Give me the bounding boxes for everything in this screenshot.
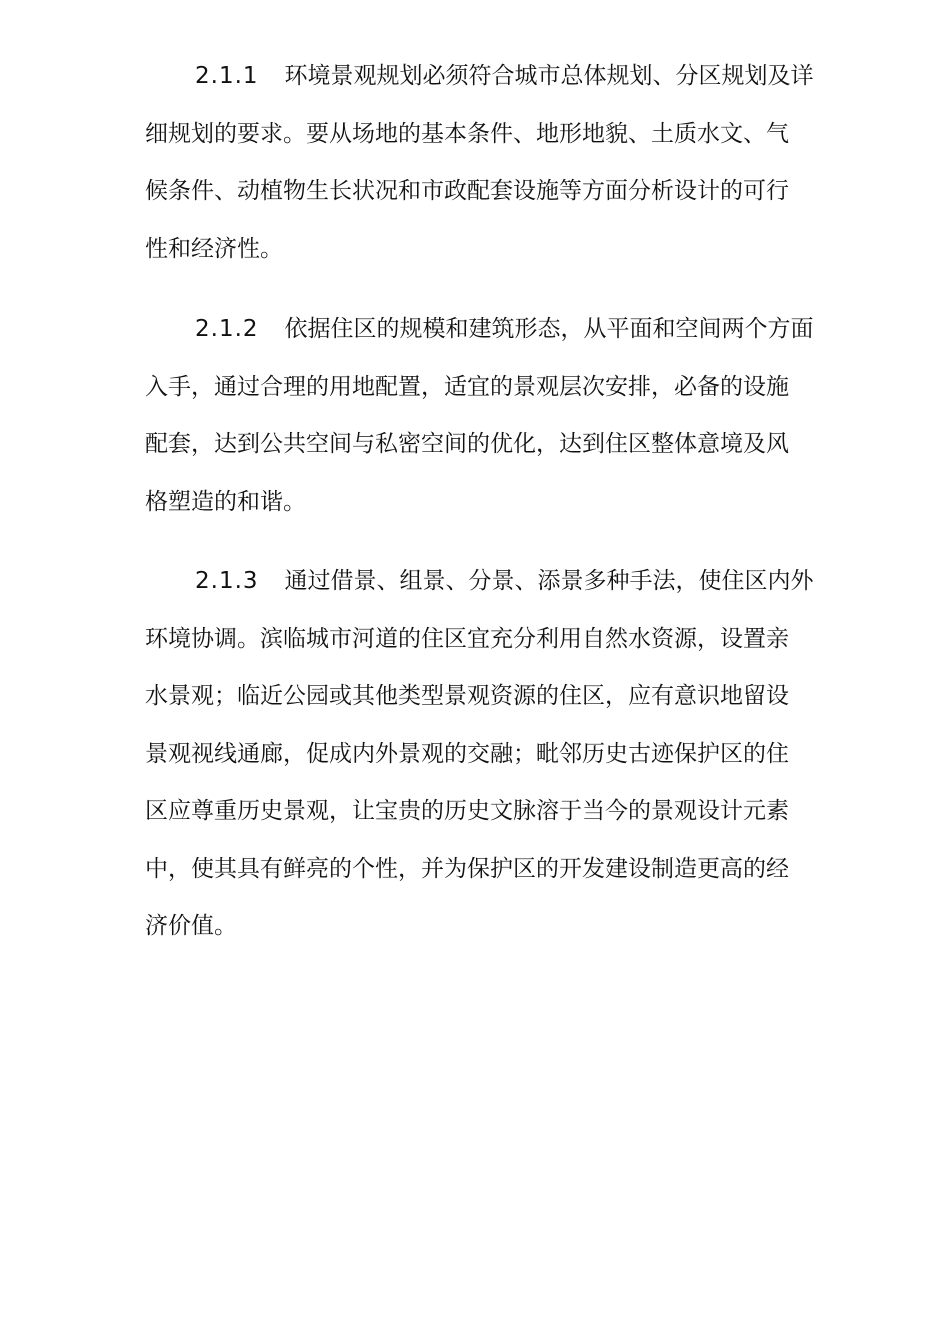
section-2-1-2 <box>145 301 875 531</box>
paragraph-line: 配套，达到公共空间与私密空间的优化，达到住区整体意境及风 <box>145 431 789 457</box>
paragraph-line: 入手，通过合理的用地配置，适宜的景观层次安排，必备的设施 <box>145 373 789 400</box>
paragraph-line: 性和经济性。 <box>145 235 283 262</box>
paragraph-line: 水景观；临近公园或其他类型景观资源的住区，应有意识地留设 <box>145 683 789 709</box>
paragraph-line <box>145 553 875 611</box>
section-number: 2.1.2 <box>195 316 259 342</box>
paragraph-line: 中，使其具有鲜亮的个性，并为保护区的开发建设制造更高的经 <box>145 855 789 882</box>
line-text: 通过借景、组景、分景、添景多种手法，使住区内外 <box>284 568 814 594</box>
paragraph-line <box>145 48 875 106</box>
section-number: 2.1.1 <box>195 63 259 89</box>
line-text: 环境景观规划必须符合城市总体规划、分区规划及详 <box>284 63 814 89</box>
paragraph-line: 候条件、动植物生长状况和市政配套设施等方面分析设计的可行 <box>145 178 789 204</box>
paragraph-line: 细规划的要求。要从场地的基本条件、地形地貌、土质水文、气 <box>145 120 789 147</box>
paragraph-line <box>145 301 875 359</box>
section-number: 2.1.3 <box>195 568 259 594</box>
section-2-1-3 <box>145 553 875 956</box>
line-text: 依据住区的规模和建筑形态，从平面和空间两个方面 <box>284 316 814 342</box>
paragraph-line: 环境协调。滨临城市河道的住区宜充分利用自然水资源，设置亲 <box>145 625 789 652</box>
paragraph-line: 区应尊重历史景观，让宝贵的历史文脉溶于当今的景观设计元素 <box>145 798 789 824</box>
paragraph-line: 济价值。 <box>145 913 237 939</box>
section-2-1-1 <box>145 48 875 278</box>
paragraph-line: 景观视线通廊，促成内外景观的交融；毗邻历史古迹保护区的住 <box>145 740 789 767</box>
paragraph-line: 格塑造的和谐。 <box>145 488 306 515</box>
